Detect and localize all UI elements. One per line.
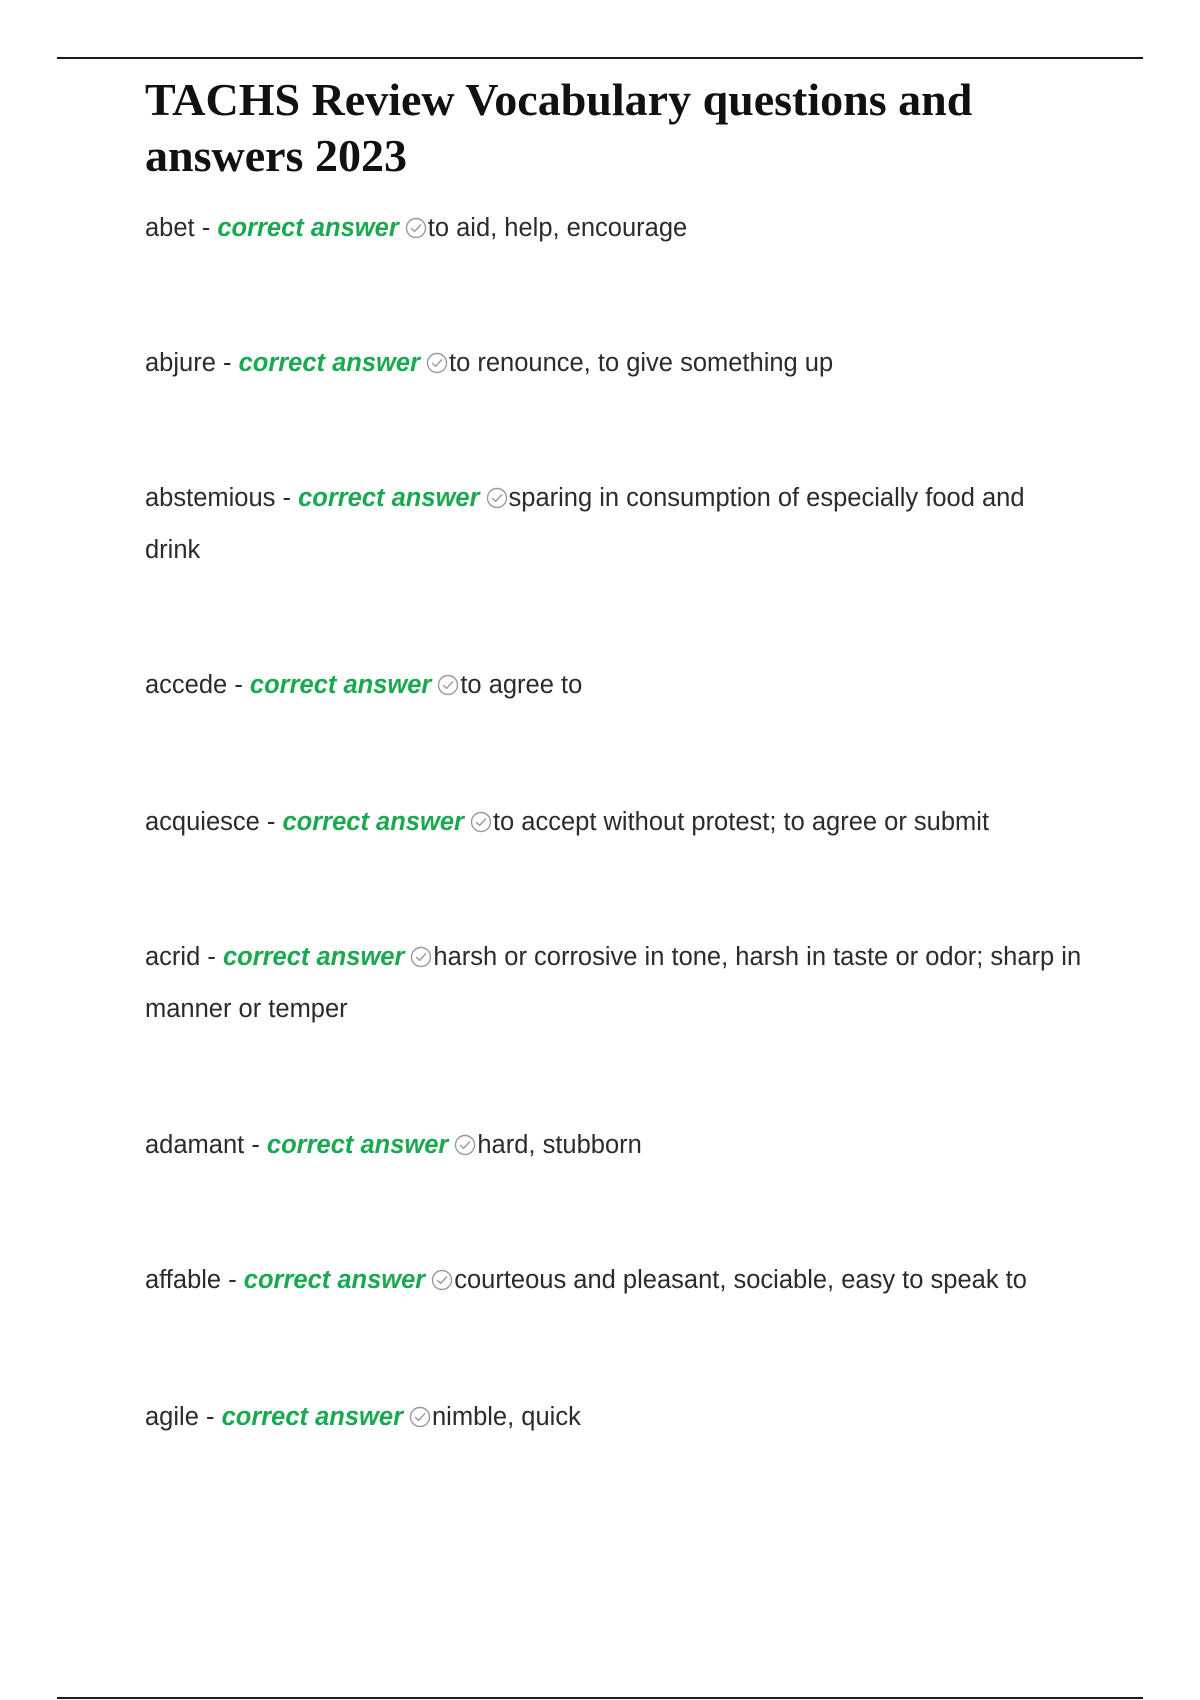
entry-definition: hard, stubborn bbox=[477, 1131, 642, 1159]
entry-term: abjure bbox=[145, 349, 216, 377]
correct-answer-label: correct answer bbox=[298, 484, 480, 512]
entry-separator: - bbox=[227, 671, 250, 699]
circle-check-icon bbox=[486, 487, 508, 509]
circle-check-icon bbox=[431, 1269, 453, 1291]
entry-definition: to renounce, to give something up bbox=[449, 349, 834, 377]
entry-definition: to agree to bbox=[460, 671, 583, 699]
circle-check-icon bbox=[410, 946, 432, 968]
entry-separator: - bbox=[244, 1131, 267, 1159]
vocabulary-entry bbox=[145, 1254, 1085, 1306]
entry-separator: - bbox=[221, 1266, 244, 1294]
document-title: TACHS Review Vocabulary questions and answers 2023 bbox=[145, 74, 973, 181]
circle-check-icon bbox=[409, 1406, 431, 1428]
circle-check-icon bbox=[470, 811, 492, 833]
entry-definition: to aid, help, encourage bbox=[427, 214, 688, 242]
vocabulary-entry bbox=[145, 1391, 1085, 1443]
correct-answer-label: correct answer bbox=[249, 671, 432, 699]
vocabulary-entry bbox=[145, 796, 1085, 848]
vocabulary-entry bbox=[145, 472, 1085, 576]
entry-definition: courteous and pleasant, sociable, easy to speak to bbox=[454, 1266, 1027, 1294]
entry-definition: harsh or corrosive in tone, harsh in taste or odor; sharp in manner or temper bbox=[145, 943, 1082, 1023]
correct-answer-label: correct answer bbox=[282, 808, 464, 836]
entry-definition: sparing in consumption of especially food and drink bbox=[145, 484, 1025, 564]
entry-term: abet bbox=[145, 214, 195, 242]
correct-answer-label: correct answer bbox=[221, 1403, 403, 1431]
correct-answer-label: correct answer bbox=[243, 1266, 426, 1294]
vocabulary-entry bbox=[145, 202, 1085, 254]
correct-answer-label: correct answer bbox=[217, 214, 399, 242]
entry-separator: - bbox=[259, 808, 283, 836]
entry-separator: - bbox=[194, 214, 218, 242]
circle-check-icon bbox=[454, 1134, 476, 1156]
bottom-rule bbox=[57, 1697, 1143, 1699]
vocabulary-entry bbox=[145, 337, 1085, 389]
entry-definition: nimble, quick bbox=[432, 1403, 581, 1431]
correct-answer-label: correct answer bbox=[238, 349, 420, 377]
entry-term: acrid bbox=[145, 943, 201, 971]
top-rule bbox=[57, 57, 1143, 59]
entry-term: accede bbox=[145, 671, 228, 699]
circle-check-icon bbox=[426, 352, 448, 374]
correct-answer-label: correct answer bbox=[266, 1131, 449, 1159]
entry-term: acquiesce bbox=[145, 808, 260, 836]
entry-term: abstemious bbox=[145, 484, 276, 512]
entry-separator: - bbox=[215, 349, 239, 377]
entry-separator: - bbox=[275, 484, 299, 512]
entry-definition: to accept without protest; to agree or submit bbox=[492, 808, 990, 836]
correct-answer-label: correct answer bbox=[222, 943, 405, 971]
vocabulary-entry bbox=[145, 1119, 1085, 1171]
entry-term: agile bbox=[145, 1403, 199, 1431]
circle-check-icon bbox=[405, 217, 427, 239]
circle-check-icon bbox=[437, 674, 459, 696]
entry-separator: - bbox=[198, 1403, 222, 1431]
entry-separator: - bbox=[200, 943, 223, 971]
entry-term: affable bbox=[145, 1266, 222, 1294]
vocabulary-entry bbox=[145, 659, 1085, 711]
vocabulary-entry bbox=[145, 931, 1085, 1035]
entry-term: adamant bbox=[145, 1131, 245, 1159]
